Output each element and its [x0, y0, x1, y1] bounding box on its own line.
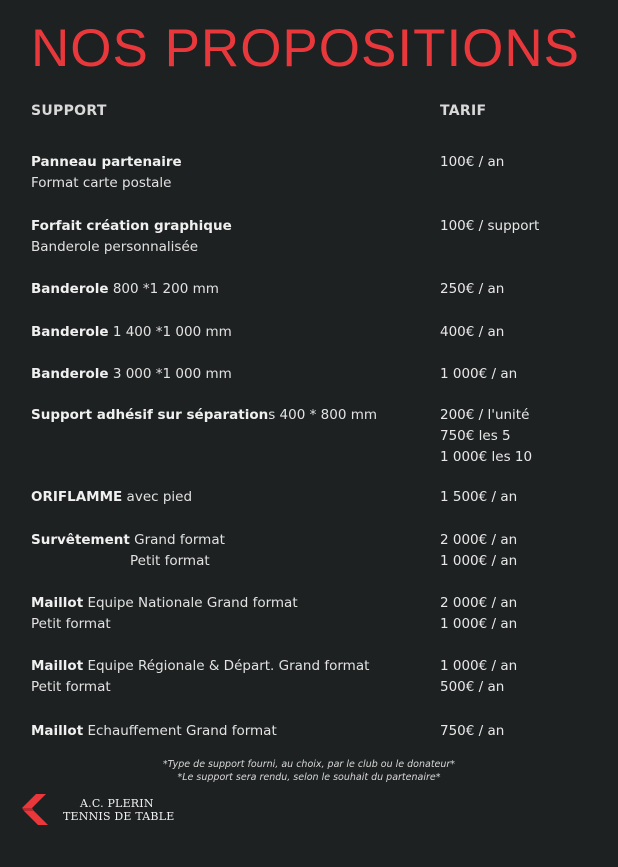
price-line: 2 000€ / an — [440, 595, 518, 611]
description-line — [31, 152, 431, 173]
description-line — [31, 677, 431, 698]
description-line — [31, 551, 431, 572]
club-name-line1: A.C. PLERIN — [80, 797, 154, 810]
support-name: Survêtement — [31, 532, 130, 548]
support-description — [31, 593, 431, 635]
support-description — [31, 487, 431, 508]
support-detail: Petit format — [31, 616, 111, 632]
tarif-cell — [440, 364, 610, 385]
support-name: ORIFLAMME — [31, 489, 123, 505]
support-description — [31, 216, 431, 258]
support-description — [31, 530, 431, 572]
column-header-support: SUPPORT — [31, 103, 107, 119]
support-description — [31, 656, 431, 698]
description-line — [31, 216, 431, 237]
support-name: Maillot — [31, 658, 84, 674]
support-detail: 3 000 *1 000 mm — [108, 366, 232, 382]
support-description — [31, 152, 431, 194]
column-header-tarif: TARIF — [440, 103, 487, 119]
price-line: 1 000€ / an — [440, 658, 518, 674]
price-line: 500€ / an — [440, 679, 505, 695]
club-name — [63, 797, 174, 823]
tarif-cell — [440, 322, 610, 343]
description-line — [31, 721, 431, 742]
tarif-cell — [440, 405, 610, 468]
support-name: Panneau partenaire — [31, 154, 182, 170]
support-name: Maillot — [31, 723, 84, 739]
tarif-cell — [440, 593, 610, 635]
support-description — [31, 364, 431, 385]
tarif-cell — [440, 656, 610, 698]
support-detail: Petit format — [130, 553, 210, 569]
tarif-cell — [440, 487, 610, 508]
price-line: 2 000€ / an — [440, 532, 518, 548]
price-line: 1 000€ / an — [440, 616, 518, 632]
footnote: *Le support sera rendu, selon le souhait du partenaire* — [177, 772, 441, 783]
support-detail: Format carte postale — [31, 175, 172, 191]
support-name: Banderole — [31, 281, 109, 297]
support-name: Forfait création graphique — [31, 218, 232, 234]
support-detail: Echauffement Grand format — [83, 723, 277, 739]
description-line — [31, 614, 431, 635]
description-line — [31, 279, 431, 300]
price-line: 1 000€ / an — [440, 553, 518, 569]
description-line — [31, 364, 431, 385]
footnote: *Type de support fourni, au choix, par le club ou le donateur* — [162, 759, 456, 770]
support-description — [31, 322, 431, 343]
tarif-cell — [440, 216, 610, 237]
support-detail: Petit format — [31, 679, 111, 695]
support-description — [31, 405, 431, 426]
club-name-line2: TENNIS DE TABLE — [63, 810, 175, 823]
club-logo-icon — [22, 794, 52, 826]
description-line — [31, 322, 431, 343]
description-line — [31, 487, 431, 508]
tarif-cell — [440, 279, 610, 300]
tarif-cell — [440, 152, 610, 173]
tarif-cell — [440, 530, 610, 572]
support-description — [31, 279, 431, 300]
page-title: NOS PROPOSITIONS — [31, 19, 581, 78]
price-line: 100€ / support — [440, 218, 540, 234]
description-line — [31, 405, 431, 426]
price-line: 100€ / an — [440, 154, 505, 170]
price-line: 1 500€ / an — [440, 489, 518, 505]
price-line: 750€ les 5 — [440, 428, 511, 444]
support-detail: Equipe Régionale & Départ. Grand format — [83, 658, 370, 674]
description-line — [31, 173, 431, 194]
support-name: Maillot — [31, 595, 84, 611]
support-detail: Banderole personnalisée — [31, 239, 199, 255]
price-line: 200€ / l'unité — [440, 407, 530, 423]
support-description — [31, 721, 431, 742]
footnotes — [0, 758, 618, 784]
price-line: 400€ / an — [440, 324, 505, 340]
description-line — [31, 656, 431, 677]
support-name: Support adhésif sur séparation — [31, 407, 269, 423]
price-line: 250€ / an — [440, 281, 505, 297]
support-detail: Grand format — [129, 532, 225, 548]
support-name: Banderole — [31, 324, 109, 340]
tarif-cell — [440, 721, 610, 742]
support-detail: 1 400 *1 000 mm — [108, 324, 232, 340]
support-detail: Equipe Nationale Grand format — [83, 595, 298, 611]
support-detail: 800 *1 200 mm — [108, 281, 219, 297]
support-name: Banderole — [31, 366, 109, 382]
description-line — [31, 237, 431, 258]
support-detail: avec pied — [122, 489, 193, 505]
description-line — [31, 530, 431, 551]
price-line: 1 000€ / an — [440, 366, 518, 382]
support-detail: s 400 * 800 mm — [268, 407, 378, 423]
price-line: 750€ / an — [440, 723, 505, 739]
description-line — [31, 593, 431, 614]
price-line: 1 000€ les 10 — [440, 449, 533, 465]
